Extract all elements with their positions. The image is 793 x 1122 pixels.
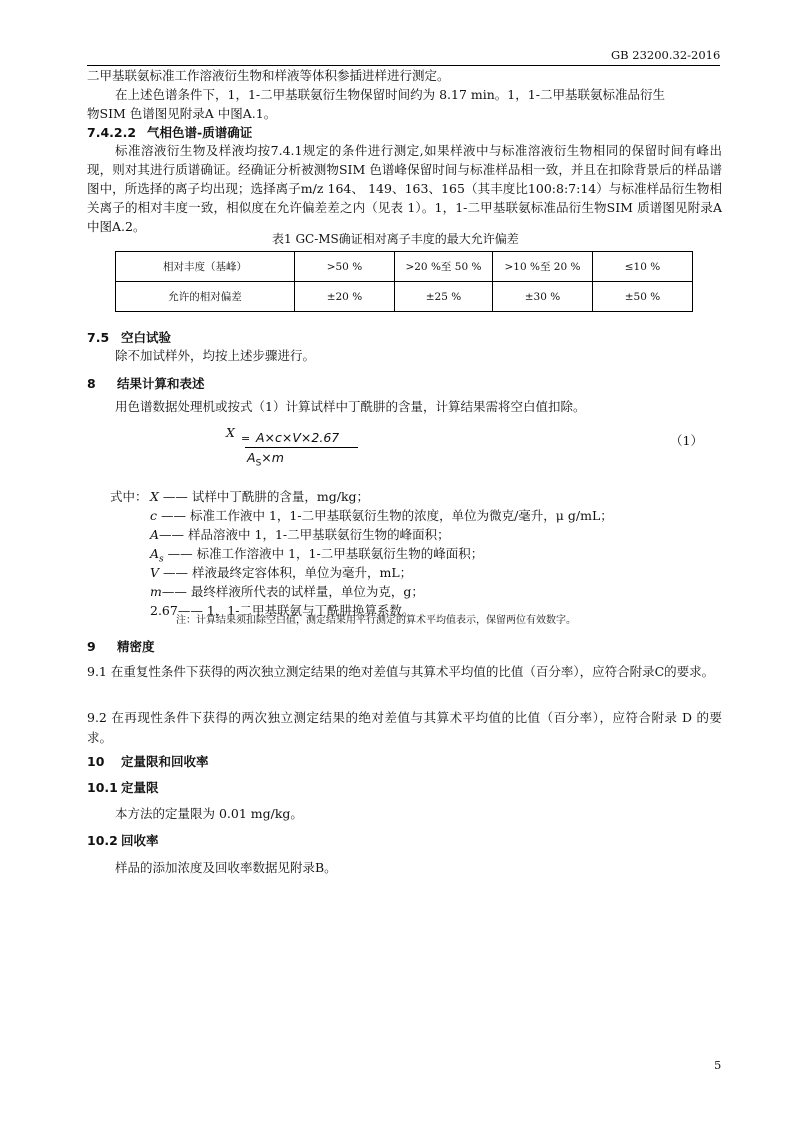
var-desc: 标准工作液中 1，1-二甲基联氨衍生物的浓度，单位为微克/毫升，μ g/mL； [189,508,613,523]
section-title: 空白试验 [121,330,172,345]
table-cell: ±25 % [394,282,492,312]
var-desc: 1，1-二甲基联氨与丁酰肼换算系数。 [206,603,415,618]
var-symbol: m [150,584,162,599]
formula-denominator [247,450,284,469]
section-title: 结果计算和表述 [117,376,205,391]
section-7-5-heading [87,329,171,346]
section-7-4-2-2-heading [87,124,252,141]
section-10-heading [87,753,209,770]
var-dash: —— [167,546,193,561]
section-10-2-heading [87,832,159,849]
formula-numerator: A×c×V×2.67 [256,430,340,445]
section-number: 7.4.2.2 [87,125,137,140]
var-desc: 标准工作溶液中 1，1-二甲基联氨衍生物的峰面积； [196,546,484,561]
section-number: 7.5 [87,330,110,345]
section-number: 10.2 [87,833,118,848]
table-cell: ±30 % [492,282,592,312]
section-title: 回收率 [121,833,159,848]
table-row [116,252,693,282]
doc-number: GB 23200.32-2016 [611,48,721,62]
formula-equals: = [241,432,251,445]
section-7-5-text: 除不加试样外，均按上述步骤进行。 [115,348,316,363]
var-symbol: X [150,489,159,504]
var-item [150,526,450,543]
section-8-text: 用色谱数据处理机或按式（1）计算试样中丁酰肼的含量，计算结果需将空白值扣除。 [115,399,586,414]
var-dash: —— [161,508,186,523]
section-9-heading [87,638,155,655]
vars-lead: 式中： [110,489,148,504]
var-dash: —— [163,565,189,580]
var-subscript: s [159,554,164,565]
intro-line-3: 物SIM 色谱图见附录A 中图A.1。 [87,106,277,121]
table-cell: ≤10 % [592,252,692,282]
section-title: 定量限和回收率 [121,754,209,769]
var-dash: —— [162,489,188,504]
var-symbol: A [150,527,160,542]
section-title: 精密度 [117,639,155,654]
var-dash: —— [177,603,203,618]
section-number: 8 [87,376,96,391]
section-title: 气相色谱-质谱确证 [147,125,253,140]
header-rule [87,65,720,66]
var-desc: 样品溶液中 1，1-二甲基联氨衍生物的峰面积； [188,527,450,542]
ion-abundance-table [115,251,693,312]
table-cell: 相对丰度（基峰） [116,252,295,282]
table-cell: >10 %至 20 % [492,252,592,282]
section-9-2-text: 9.2 在再现性条件下获得的两次独立测定结果的绝对差值与其算术平均值的比值（百分率），应符合附录 D 的要求。 [87,710,722,745]
denominator-tail: ×m [261,450,284,465]
var-symbol: c [150,508,158,523]
denominator-subscript: S [255,458,262,469]
section-number: 9 [87,639,96,654]
var-item [150,564,412,581]
fraction-bar [245,447,358,448]
var-dash: —— [161,584,187,599]
var-symbol: 2.67 [150,603,178,618]
var-dash: —— [159,527,185,542]
var-item [150,488,369,505]
calc-note: 注：计算结果须扣除空白值，测定结果用平行测定的算术平均值表示，保留两位有效数字。 [176,615,576,626]
page-number: 5 [714,1058,722,1072]
section-number: 10.1 [87,780,118,795]
formula-lhs: X [226,425,235,440]
section-7-4-2-2-text: 标准溶液衍生物及样液均按7.4.1规定的条件进行测定,如果样液中与标准溶液衍生物相同的保留时间有峰出现，则对其进行质谱确证。经确证分析被测物SIM 色谱峰保留时间与标准样品相一致，并且在扣除背景后的样品谱图中，所选择的离子均出现；选择离子m/z 164、 149、163、165（其丰度比100:8:7:14）与标准样品衍生物相关离子的相对丰度一致，相似度在允许偏差差之内（见表 1）。1，1-二甲基联氨标准品衍生物SIM 质谱图见附录A 中图A.2。 [87,143,722,234]
section-10-1-heading [87,779,159,796]
var-symbol: A [150,546,160,561]
table-cell: ±50 % [592,282,692,312]
var-item [150,583,424,600]
table-caption: 表1 GC-MS确证相对离子丰度的最大允许偏差 [272,232,519,246]
table-row [116,282,693,312]
section-10-2-text: 样品的添加浓度及回收率数据见附录B。 [115,860,337,875]
section-10-1-text: 本方法的定量限为 0.01 mg/kg。 [115,806,303,821]
section-8-heading [87,375,205,392]
table-cell: 允许的相对偏差 [116,282,295,312]
intro-line-1: 二甲基联氨标准工作溶液衍生物和样液等体积参插进样进行测定。 [87,68,450,83]
denominator-symbol: A [247,450,256,465]
var-desc: 试样中丁酰肼的含量，mg/kg； [191,489,370,504]
section-number: 10 [87,754,105,769]
var-symbol: V [150,565,160,580]
table-cell: >50 % [294,252,394,282]
var-item [150,507,613,524]
table-cell: >20 %至 50 % [394,252,492,282]
section-title: 定量限 [121,780,159,795]
section-9-1-text: 9.1 在重复性条件下获得的两次独立测定结果的绝对差值与其算术平均值的比值（百分率），应符合附录C的要求。 [87,664,715,679]
formula-number: （1） [670,433,703,448]
var-desc: 样液最终定容体积，单位为毫升，mL； [192,565,413,580]
table-cell: ±20 % [294,282,394,312]
var-desc: 最终样液所代表的试样量，单位为克，g； [190,584,424,599]
intro-line-2: 在上述色谱条件下，1，1-二甲基联氨衍生物保留时间约为 8.17 min。1，1-二甲基联氨标准品衍生 [115,87,665,102]
